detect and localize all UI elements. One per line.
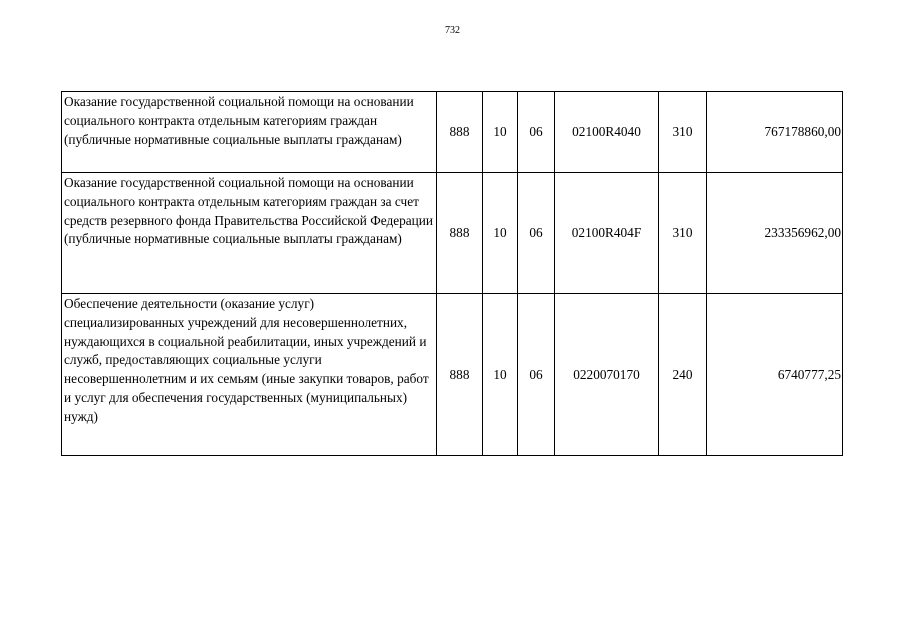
table-row [62, 173, 843, 294]
amount-cell: 767178860,00 [707, 92, 843, 173]
budget-table [61, 91, 843, 456]
section-code-cell: 10 [483, 294, 518, 456]
page-number: 732 [445, 25, 460, 36]
amount-cell: 6740777,25 [707, 294, 843, 456]
section-code-cell: 10 [483, 92, 518, 173]
ministry-code-cell: 888 [437, 92, 483, 173]
expense-type-cell: 310 [659, 92, 707, 173]
description-cell: Оказание государственной социальной помощи на основании социального контракта отдельным категориям граждан (публичные нормативные социальные выплаты гражданам) [62, 92, 437, 173]
subsection-code-cell: 06 [518, 294, 555, 456]
expense-type-cell: 310 [659, 173, 707, 294]
description-cell: Обеспечение деятельности (оказание услуг) специализированных учреждений для несовершеннолетних, нуждающихся в социальной реабилитации, иных учреждений и служб, предоставляющих социальные услуги несовершеннолетним и их семьям (иные закупки товаров, работ и услуг для обеспечения государственных (муниципальных) нужд) [62, 294, 437, 456]
expense-type-cell: 240 [659, 294, 707, 456]
table-row [62, 294, 843, 456]
target-article-cell: 02100R404F [555, 173, 659, 294]
ministry-code-cell: 888 [437, 173, 483, 294]
ministry-code-cell: 888 [437, 294, 483, 456]
target-article-cell: 0220070170 [555, 294, 659, 456]
subsection-code-cell: 06 [518, 173, 555, 294]
amount-cell: 233356962,00 [707, 173, 843, 294]
description-cell: Оказание государственной социальной помощи на основании социального контракта отдельным категориям граждан за счет средств резервного фонда Правительства Российской Федерации (публичные нормативные социальные выплаты гражданам) [62, 173, 437, 294]
section-code-cell: 10 [483, 173, 518, 294]
table-row [62, 92, 843, 173]
subsection-code-cell: 06 [518, 92, 555, 173]
target-article-cell: 02100R4040 [555, 92, 659, 173]
